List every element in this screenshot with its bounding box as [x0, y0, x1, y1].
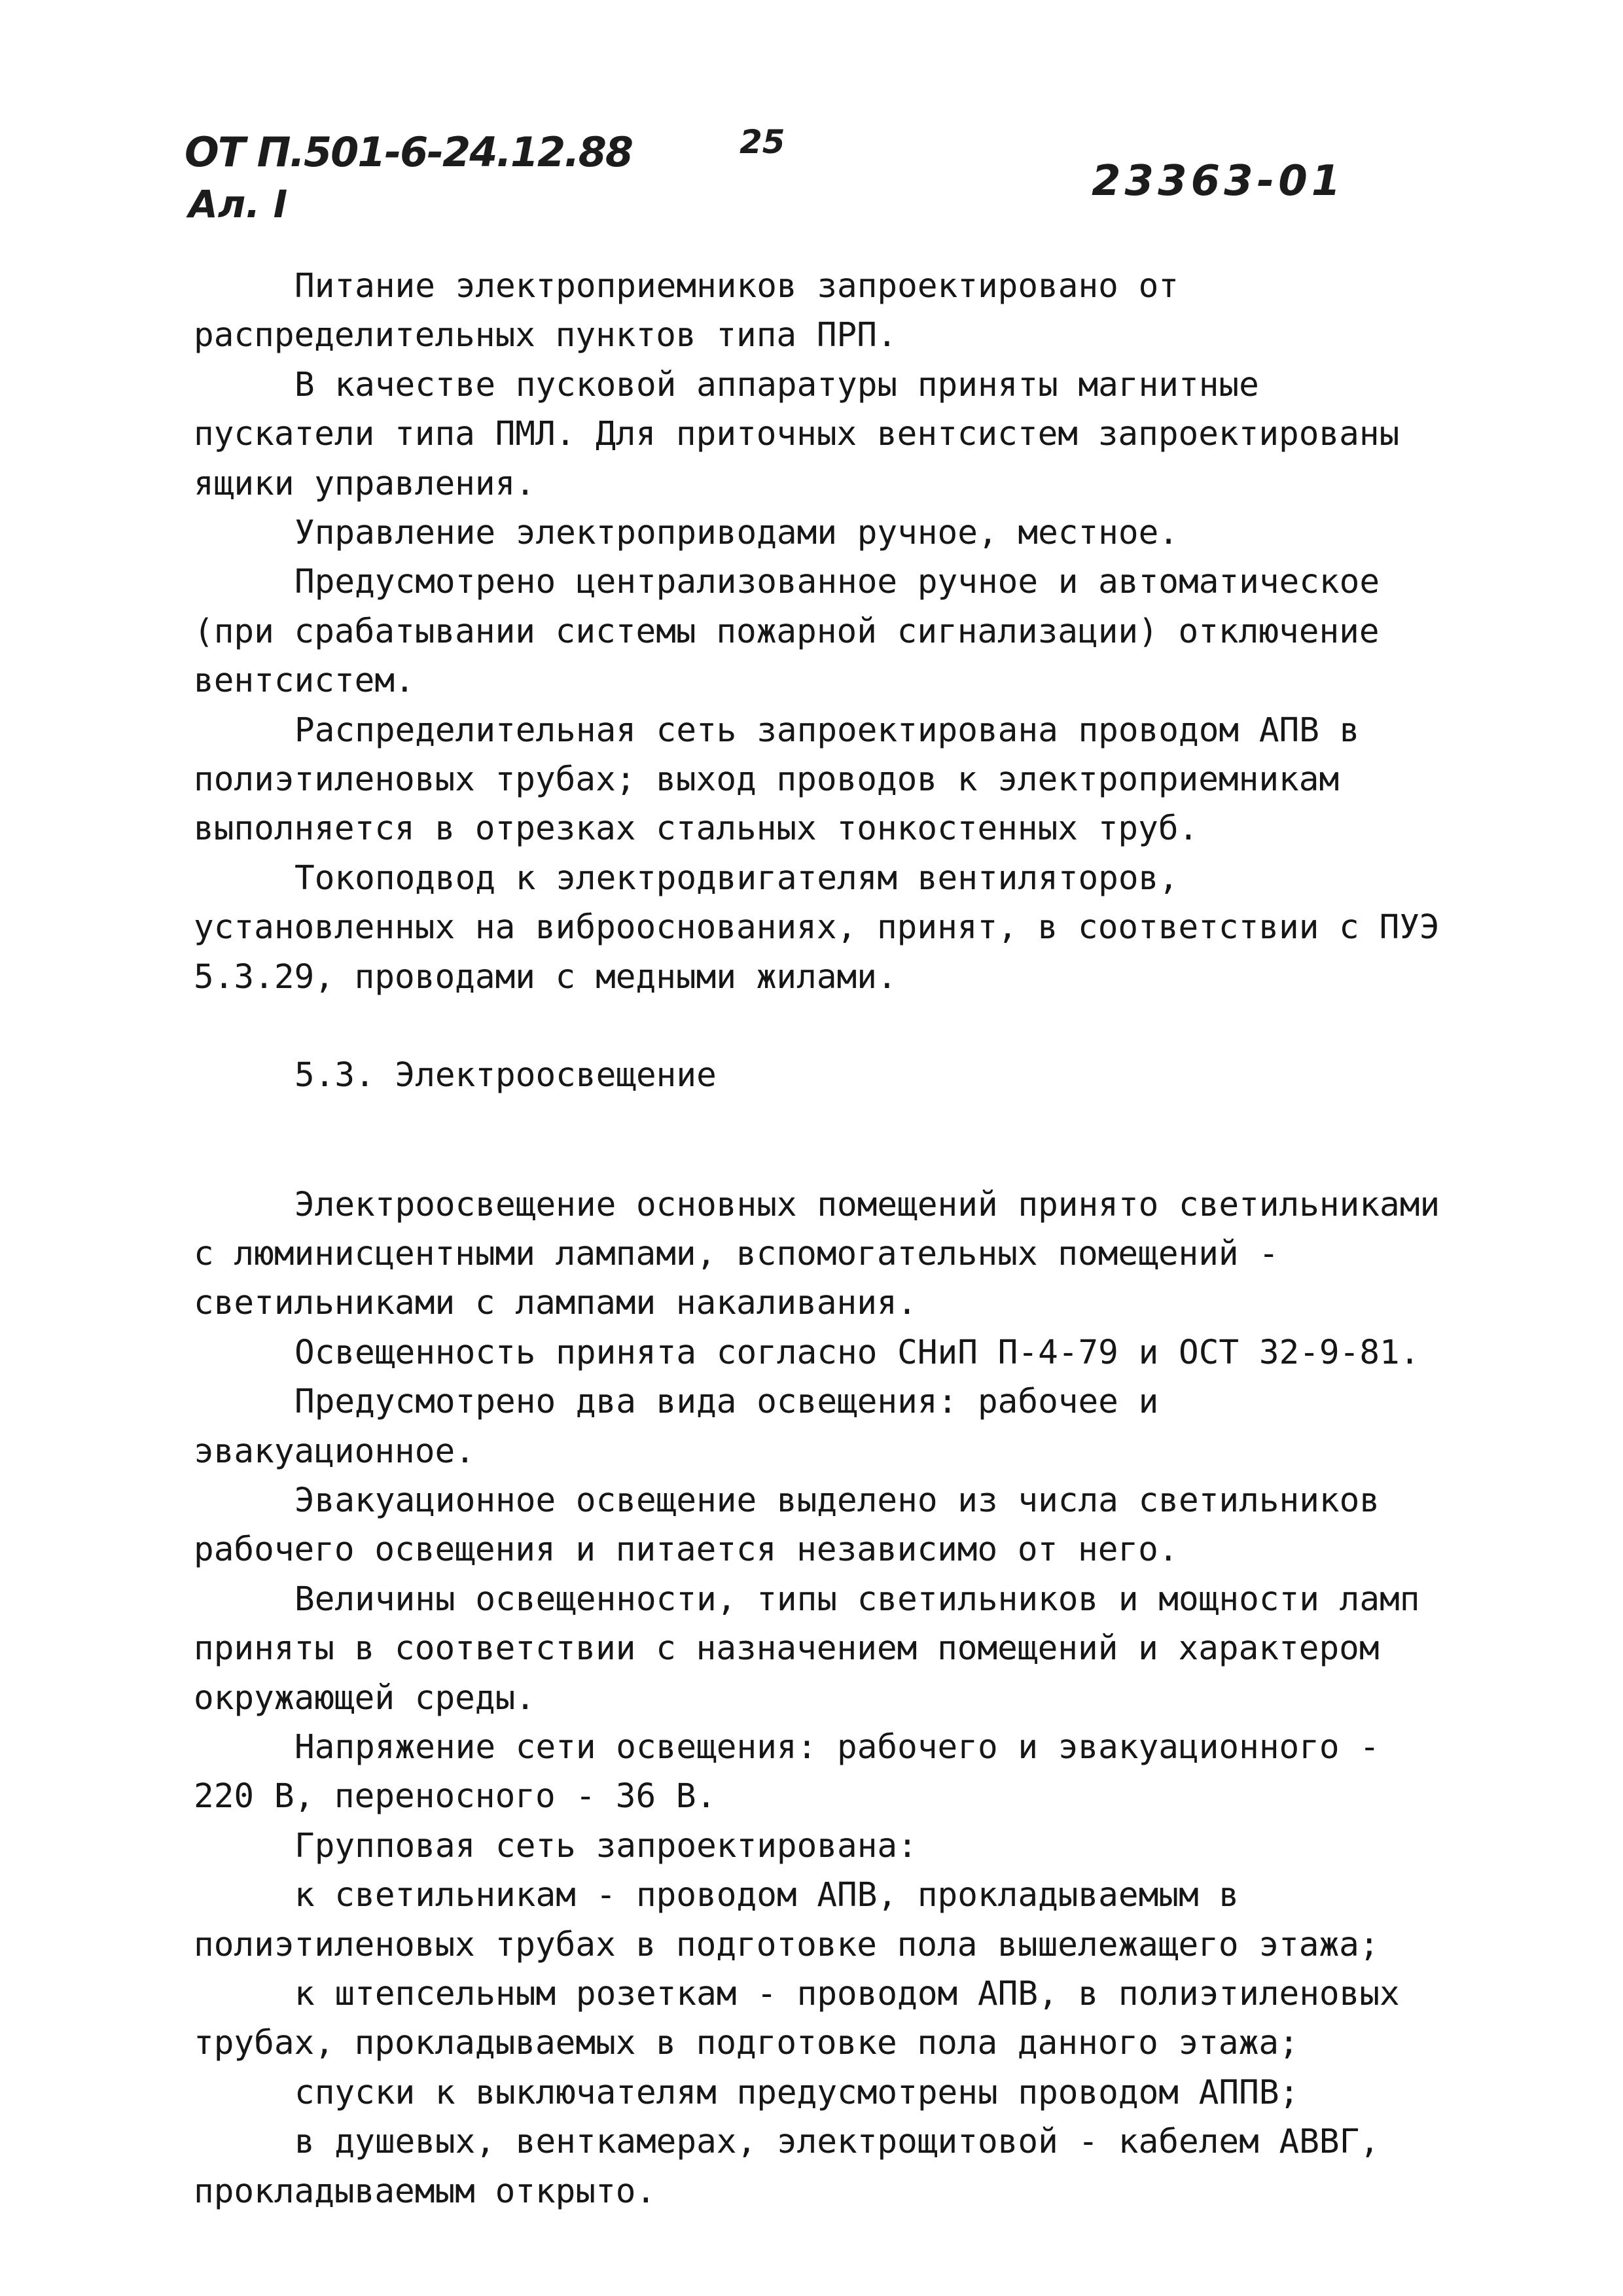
designation-stamp: ОТ П.501-6-24.12.88 — [185, 128, 632, 176]
paragraph-distribution-network: Распределительная сеть запроектирована проводом АПВ в полиэтиленовых трубах; выход проводов к электроприемникам выполняется в отрезках стальных тонкостенных труб. — [194, 711, 1360, 849]
spacer — [194, 1002, 1450, 1051]
document-number: 23363-01 — [1092, 157, 1345, 205]
paragraph-voltage: Напряжение сети освещения: рабочего и эвакуационного - 220 В, переносного - 36 В. — [194, 1727, 1380, 1816]
paragraph-shower-rooms: в душевых, венткамерах, электрощитовой - кабелем АВВГ, прокладываемым открыто. — [194, 2123, 1380, 2211]
paragraph-to-fixtures: к светильникам - проводом АПВ, прокладываемым в полиэтиленовых трубах в подготовке пола вышележащего этажа; — [194, 1876, 1380, 1964]
paragraph-group-network: Групповая сеть запроектирована: — [294, 1826, 918, 1865]
paragraph-control: Управление электроприводами ручное, местное. — [294, 514, 1179, 553]
paragraph-power-supply: Питание электроприемников запроектировано от распределительных пунктов типа ПРП. — [194, 267, 1179, 355]
section-heading: 5.3. Электроосвещение — [294, 1056, 717, 1095]
paragraph-emergency-lighting: Эвакуационное освещение выделено из числа светильников рабочего освещения и питается независимо от него. — [194, 1481, 1380, 1570]
document-body — [194, 262, 1450, 2216]
paragraph-starting-equipment: В качестве пусковой аппаратуры приняты магнитные пускатели типа ПМЛ. Для приточных вентсистем запроектированы ящики управления. — [194, 365, 1400, 503]
paragraph-to-sockets: к штепсельным розеткам - проводом АПВ, в полиэтиленовых трубах, прокладываемых в подготовке пола данного этажа; — [194, 1975, 1400, 2063]
paragraph-illuminance-norms: Освещенность принята согласно СНиП П-4-79 и ОСТ 32-9-81. — [294, 1333, 1420, 1372]
paragraph-lighting-types: Предусмотрено два вида освещения: рабочее и эвакуационное. — [194, 1383, 1159, 1471]
paragraph-shutdown: Предусмотрено централизованное ручное и автоматическое (при срабатывании системы пожарной сигнализации) отключение вентсистем. — [194, 563, 1380, 701]
paragraph-lighting-fixtures: Электроосвещение основных помещений принято светильниками с люминисцентными лампами, вспомогательных помещений - светильниками с лампами накаливания. — [194, 1185, 1440, 1323]
paragraph-current-lead: Токоподвод к электродвигателям вентиляторов, установленных на виброоснованиях, принят, в соответствии с ПУЭ 5.3.29, проводами с медными жилами. — [194, 858, 1440, 997]
spacer — [194, 1101, 1450, 1180]
paragraph-to-switches: спуски к выключателям предусмотрены проводом АППВ; — [294, 2073, 1300, 2112]
paragraph-illuminance-values: Величины освещенности, типы светильников и мощности ламп приняты в соответствии с назначением помещений и характером окружающей среды. — [194, 1580, 1420, 1718]
page-number: 25 — [740, 123, 785, 161]
album-stamp: Ал. I — [188, 182, 288, 226]
